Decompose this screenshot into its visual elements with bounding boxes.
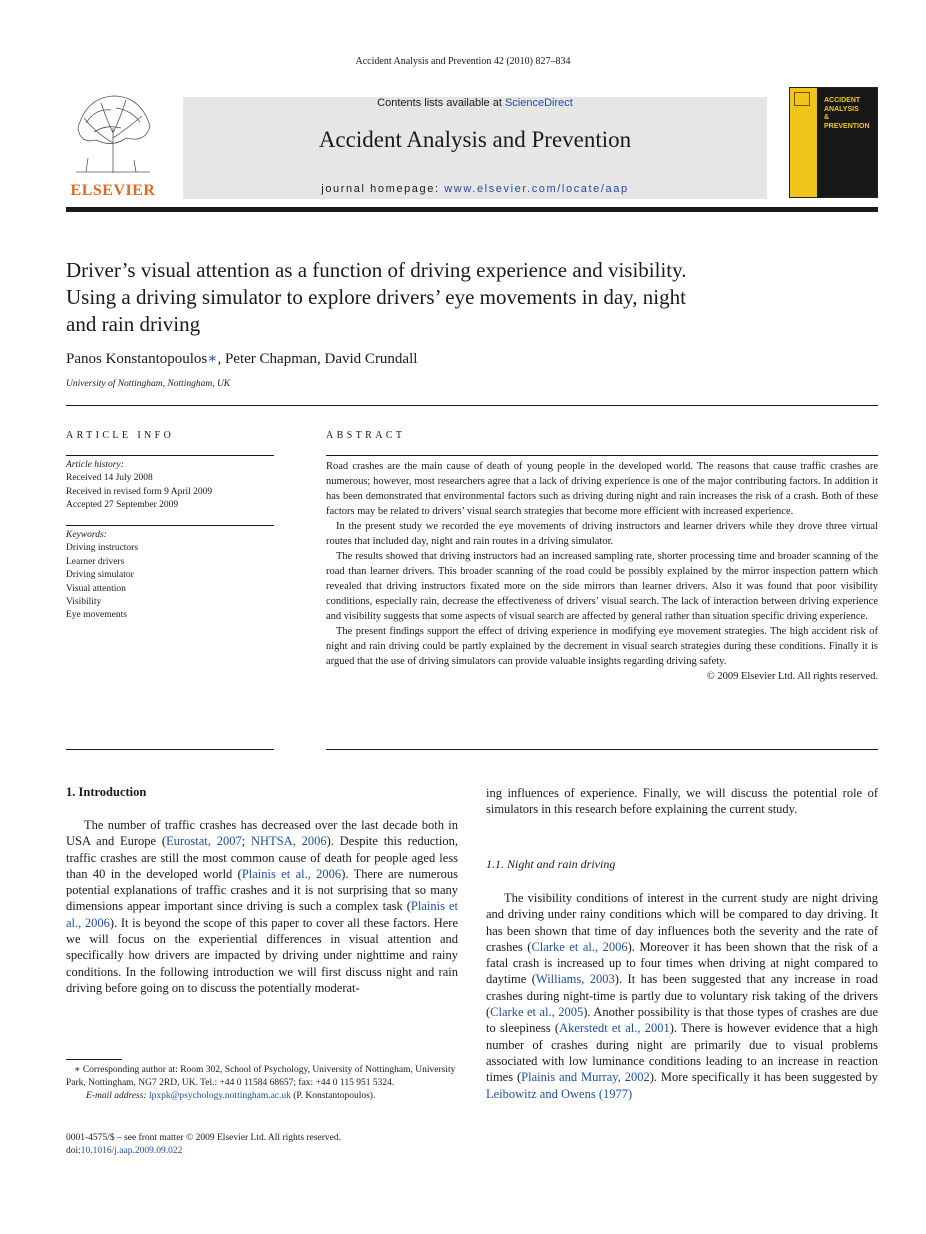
doi-link[interactable]: 10.1016/j.aap.2009.09.022: [80, 1146, 183, 1156]
cover-logo-icon: [794, 92, 810, 106]
journal-title: Accident Analysis and Prevention: [318, 127, 632, 152]
keyword: Driving simulator: [66, 570, 134, 581]
homepage-link[interactable]: www.elsevier.com/locate/aap: [444, 183, 629, 195]
keyword: Eye movements: [66, 610, 127, 621]
abstract-text: [326, 459, 878, 684]
keywords: Keywords: Driving instructors Learner drivers Driving simulator Visual attention Visibility Eye movements: [66, 529, 274, 623]
authors: Panos Konstantopoulos∗, Peter Chapman, David Crundall: [66, 351, 418, 367]
citation-link[interactable]: NHTSA, 2006: [251, 834, 327, 849]
abstract-paragraph: Road crashes are the main cause of death of young people in the developed world. The reasons that cause traffic crashes are numerous; however, most researchers agree that a lack of driving experience is one of the major contributing factors. In addition it has been demonstrated that environmental factors such as driving during night and rain increases the risk of a crash. Both of these factors may be related to drivers’ visual search strategies that become more efficient with increased experience.: [326, 461, 878, 517]
abstract-heading: ABSTRACT: [326, 430, 406, 441]
keyword: Visual attention: [66, 583, 126, 594]
introduction-paragraph: The number of traffic crashes has decreased over the last decade both in USA and Europe (Eurostat, 2007; NHTSA, 2006). Despite this reduction, traffic crashes are still the most common cause of death for people aged less than 40 in the developed world (Plainis et al., 2006). There are numerous potential explanations of traffic crashes and it is not surprising that so many dimensions appear important since driving is such a complex task (Plainis et al., 2006). It is beyond the scope of this paper to cover all these factors. Here we will focus on the experiential differences in visual attention and specifically how drivers are impacted by driving under nighttime and rainy conditions. In the following introduction we will first discuss night and rain driving before going on to discuss the potentially moderat-: [66, 818, 458, 995]
corresponding-author-mark[interactable]: ∗: [207, 351, 218, 367]
citation-link[interactable]: Clarke et al., 2006: [531, 939, 628, 954]
cover-title: ACCIDENT ANALYSIS & PREVENTION: [824, 97, 870, 130]
elsevier-tree-icon: [66, 88, 160, 176]
sciencedirect-link[interactable]: ScienceDirect: [504, 97, 573, 109]
header-rule: [66, 207, 878, 212]
elsevier-wordmark: ELSEVIER: [70, 182, 156, 199]
email-link[interactable]: lpxpk@psychology.nottingham.ac.uk: [148, 1091, 291, 1101]
journal-reference: Accident Analysis and Prevention 42 (2010) 827–834: [355, 56, 571, 67]
keyword: Visibility: [66, 597, 102, 608]
abstract-paragraph: In the present study we recorded the eye movements of driving instructors and learner drivers while they drove three virtual routes that included day, night and rain routes in a driving simulator.: [326, 521, 878, 547]
citation-link[interactable]: Eurostat, 2007: [166, 834, 242, 849]
corresponding-author-footnote: ∗ Corresponding author at: Room 302, School of Psychology, University of Nottingham, University Park, Nottingham, NG7 2RD, UK. Tel.: +44 0 11584 68657; fax: +44 0 115 951 5324. E-mail address: lpxpk@psychology.nottingham.ac.uk (P. Konstantopoulos).: [66, 1065, 456, 1101]
contents-line: Contents lists available at ScienceDirect: [377, 97, 573, 109]
abstract-paragraph: The results showed that driving instructors had an increased sampling rate, shorter processing time and broader scanning of the road than learner drivers. This broader scanning of the road could be possibly explained by the mirror inspection pattern which revealed that driving instructors fixated more on the side mirrors than learner drivers. Also it was found that poor visibility conditions, especially rain, decrease the effectiveness of drivers’ visual search. The lack of interaction between driving experience and visibility suggests that some aspects of visual search are affected by general rather than situation specific driving experience.: [326, 551, 878, 622]
citation-link[interactable]: Plainis et al., 2006: [241, 866, 342, 881]
introduction-continuation: ing influences of experience. Finally, we will discuss the potential role of simulators in this research before explaining the current study.: [486, 786, 878, 817]
subsection-heading: 1.1. Night and rain driving: [486, 857, 616, 871]
citation-link[interactable]: Clarke et al., 2005: [490, 1005, 584, 1020]
article-title: Driver’s visual attention as a function of driving experience and visibility. Using a driving simulator to explore drivers’ eye movements in day, night and rain driving: [66, 258, 687, 336]
citation-link[interactable]: Akerstedt et al., 2001: [559, 1021, 670, 1036]
article-history: Article history: Received 14 July 2008 Received in revised form 9 April 2009 Accepted 27 September 2009: [66, 460, 213, 511]
keyword: Driving instructors: [66, 543, 139, 554]
copyright: © 2009 Elsevier Ltd. All rights reserved.: [706, 671, 878, 682]
elsevier-logo: [66, 88, 160, 200]
journal-cover: [789, 87, 878, 198]
journal-homepage: journal homepage: www.elsevier.com/locate/aap: [321, 183, 629, 195]
abstract-paragraph: The present findings support the effect of driving experience in modifying eye movement strategies. The high accident risk of night and rain driving could be partly explained by the decrement in visual search strategies during these conditions. Finally it is argued that the use of driving simulators can provide valuable insights regarding driving safety.: [326, 626, 878, 667]
citation-link[interactable]: Plainis and Murray, 2002: [521, 1070, 650, 1085]
article-info-heading: ARTICLE INFO: [66, 430, 175, 441]
citation-link[interactable]: Williams, 2003: [535, 972, 615, 987]
title-rule: [66, 405, 878, 406]
front-matter: 0001-4575/$ – see front matter © 2009 Elsevier Ltd. All rights reserved. doi:10.1016/j.aap.2009.09.022: [66, 1133, 342, 1156]
citation-link[interactable]: Plainis et al., 2006: [66, 899, 458, 930]
footnote-rule: [66, 1059, 122, 1060]
keyword: Learner drivers: [66, 556, 125, 567]
affiliation: University of Nottingham, Nottingham, UK: [66, 379, 231, 389]
journal-banner: [183, 97, 767, 199]
subsection-paragraph: The visibility conditions of interest in the current study are night driving and driving under rainy conditions which will be compared to day driving. It has been shown that time of day influences both the severity and the rate of crashes (Clarke et al., 2006). Moreover it has been shown that the risk of a fatal crash is increased up to four times when driving at night compared to daytime (Williams, 2003). It has been suggested that any increase in road crashes during night-time is partly due to voluntary risk taking of the drivers (Clarke et al., 2005). Another possibility is that those types of crashes are due to sleepiness (Akerstedt et al., 2001). There is however evidence that a high number of crashes during night are primarily due to visual problems associated with low luminance conditions leading to an increase in reaction times (Plainis and Murray, 2002). More specifically it has been suggested by Leibowitz and Owens (1977): [486, 891, 879, 1101]
citation-link[interactable]: Leibowitz and Owens (1977): [486, 1086, 633, 1101]
section-heading-introduction: 1. Introduction: [66, 785, 147, 799]
